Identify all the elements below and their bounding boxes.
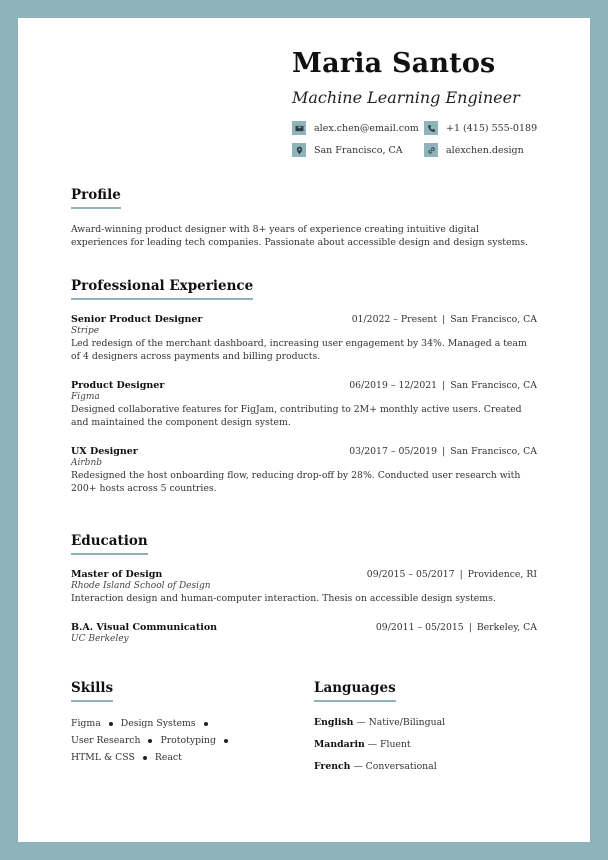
degree-description: Interaction design and human-computer interaction. Thesis on accessible design systems. [71,593,496,604]
bullet-dot [224,739,228,743]
job-title: UX Designer [71,446,138,457]
degree-location: Berkeley, CA [476,622,537,633]
contact-email-text: alex.chen@email.com [314,122,419,134]
language-level: Fluent [380,739,411,750]
contact-location-text: San Francisco, CA [314,144,403,156]
job-title: Senior Product Designer [71,314,203,325]
degree-meta [367,569,537,580]
skill-label: Prototyping [160,735,216,746]
languages-list [314,716,537,782]
job-company: Figma [71,392,100,402]
experience-section [71,275,537,495]
separator: | [468,622,472,633]
bullet-dot [204,722,208,726]
job-location: San Francisco, CA [450,446,537,457]
job-description: Led redesign of the merchant dashboard, increasing user engagement by 34%. Managed a team of 4 designers across payments and billing products. [71,338,527,362]
resume-header [292,48,572,158]
experience-heading: Professional Experience [71,278,253,300]
job-dates: 06/2019 – 12/2021 [349,380,438,391]
location-pin-icon [292,143,306,157]
separator: | [442,314,446,325]
bullet-dot [109,722,113,726]
skill-item [155,752,182,763]
education-heading: Education [71,533,148,555]
skill-item [160,735,235,746]
languages-section [314,677,537,782]
skill-item [71,752,155,763]
language-name: Mandarin [314,739,365,750]
resume-page [18,18,590,842]
experience-entry [71,446,537,495]
language-name: French [314,761,351,772]
education-entry [71,622,537,645]
job-description: Designed collaborative features for FigJam, contributing to 2M+ monthly active users. Created and maintained the component design system. [71,404,522,428]
degree-title: B.A. Visual Communication [71,622,218,633]
language-level: Native/Bilingual [368,717,446,728]
candidate-role: Machine Learning Engineer [292,88,520,107]
skill-label: HTML & CSS [71,752,135,763]
skills-list [71,718,281,763]
job-meta [349,380,537,391]
job-company: Airbnb [71,458,102,468]
skill-item [71,735,160,746]
education-entry [71,569,537,605]
separator: | [442,380,446,391]
language-level: Conversational [365,761,437,772]
degree-dates: 09/2015 – 05/2017 [366,569,455,580]
degree-location: Providence, RI [467,569,537,580]
job-meta [352,314,537,325]
job-description: Redesigned the host onboarding flow, reducing drop-off by 28%. Conducted user research with 200+ hosts across 5 countries. [71,470,521,494]
job-location: San Francisco, CA [450,380,537,391]
separator: | [459,569,463,580]
contact-email[interactable] [292,120,424,136]
job-location: San Francisco, CA [450,314,537,325]
separator: | [442,446,446,457]
contact-list [292,120,572,158]
language-item: French — Conversational [314,761,437,772]
skill-item [121,718,216,729]
profile-section [71,184,537,249]
skill-label: Figma [71,718,101,729]
job-meta [349,446,537,457]
bullet-dot [148,739,152,743]
degree-meta [376,622,537,633]
degree-dates: 09/2011 – 05/2015 [375,622,464,633]
skills-section [71,677,291,763]
education-section [71,530,537,645]
contact-phone-text: +1 (415) 555-0189 [446,122,538,134]
language-item: English — Native/Bilingual [314,717,446,728]
language-name: English [314,717,354,728]
contact-phone[interactable] [424,120,556,136]
experience-entry [71,314,537,363]
languages-heading: Languages [314,680,396,702]
skill-item [71,718,121,729]
contact-location [292,142,424,158]
school-name: Rhode Island School of Design [71,581,211,591]
profile-heading: Profile [71,187,121,209]
job-company: Stripe [71,326,100,336]
contact-website[interactable] [424,142,556,158]
bullet-dot [143,756,147,760]
contact-website-text: alexchen.design [446,144,524,156]
skill-label: User Research [71,735,141,746]
skill-label: Design Systems [120,718,196,729]
job-dates: 01/2022 – Present [351,314,438,325]
job-title: Product Designer [71,380,165,391]
link-icon [424,143,438,157]
school-name: UC Berkeley [71,634,129,644]
language-item: Mandarin — Fluent [314,739,411,750]
candidate-name: Maria Santos [292,48,496,79]
degree-title: Master of Design [71,569,163,580]
skills-heading: Skills [71,680,113,702]
profile-text: Award-winning product designer with 8+ years of experience creating intuitive digital experiences for leading tech companies. Passionate about accessible design and design systems. [71,224,528,248]
mail-icon [292,121,306,135]
experience-entry [71,380,537,429]
job-dates: 03/2017 – 05/2019 [349,446,438,457]
skill-label: React [154,752,182,763]
phone-icon [424,121,438,135]
